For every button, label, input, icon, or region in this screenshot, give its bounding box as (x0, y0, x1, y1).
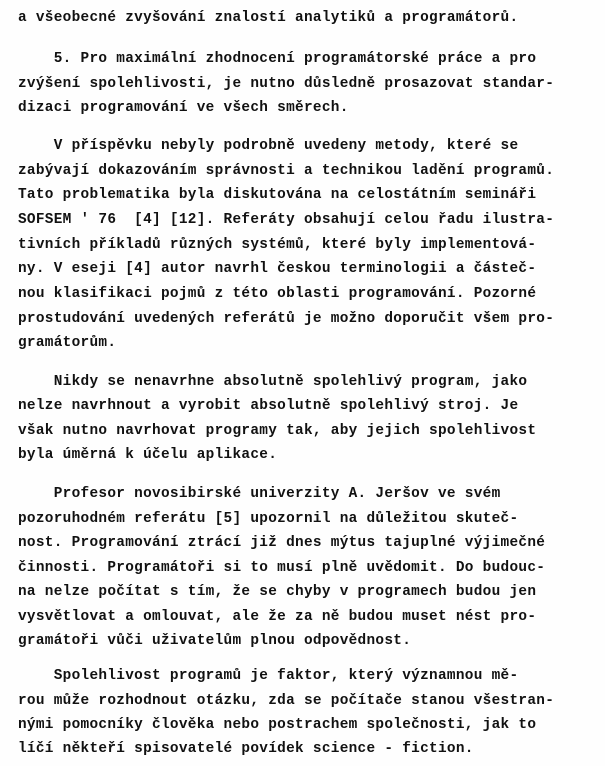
text-line: gramátorům. (18, 335, 117, 351)
text-line: činnosti. Programátoři si to musí plně uvědomit. Do budouc- (18, 560, 546, 576)
text-line: však nutno navrhovat programy tak, aby jejich spolehlivost (18, 423, 537, 439)
text-line: nelze navrhnout a vyrobit absolutně spolehlivý stroj. Je (18, 398, 519, 414)
text-line: Tato problematika byla diskutována na celostátním semináři (18, 187, 537, 203)
text-line: dizaci programování ve všech směrech. (18, 100, 349, 116)
text-line: byla úměrná k účelu aplikace. (18, 447, 278, 463)
text-line: zabývají dokazováním správnosti a technikou ladění programů. (18, 163, 555, 179)
text-line: 5. Pro maximální zhodnocení programátorské práce a pro (18, 51, 537, 67)
text-line: na nelze počítat s tím, že se chyby v programech budou jen (18, 584, 537, 600)
text-line: Spolehlivost programů je faktor, který významnou mě- (18, 668, 519, 684)
text-line: nost. Programování ztrácí již dnes mýtus tajuplné výjimečné (18, 535, 546, 551)
text-line: pozoruhodném referátu [5] upozornil na důležitou skuteč- (18, 511, 519, 527)
text-line: gramátoři vůči uživatelům plnou odpovědnost. (18, 633, 412, 649)
text-line: a všeobecné zvyšování znalostí analytiků a programátorů. (18, 10, 519, 26)
text-line: V příspěvku nebyly podrobně uvedeny metody, které se (18, 138, 519, 154)
text-line: prostudování uvedených referátů je možno doporučit všem pro- (18, 311, 555, 327)
text-line: nými pomocníky člověka nebo postrachem společnosti, jak to (18, 717, 537, 733)
text-line: SOFSEM ' 76 [4] [12]. Referáty obsahují celou řadu ilustra- (18, 212, 555, 228)
text-line: Nikdy se nenavrhne absolutně spolehlivý program, jako (18, 374, 528, 390)
text-line: líčí někteří spisovatelé povídek science - fiction. (18, 741, 474, 757)
text-line: zvýšení spolehlivosti, je nutno důsledně prosazovat standar- (18, 76, 555, 92)
text-line: tivních příkladů různých systémů, které byly implementová- (18, 237, 537, 253)
text-line: Profesor novosibirské univerzity A. Jeršov ve svém (18, 486, 501, 502)
text-line: ny. V eseji [4] autor navrhl českou terminologii a částeč- (18, 261, 537, 277)
text-line: vysvětlovat a omlouvat, ale že za ně budou muset nést pro- (18, 609, 537, 625)
text-line: rou může rozhodnout otázku, zda se počítače stanou všestran- (18, 693, 555, 709)
text-line: nou klasifikaci pojmů z této oblasti programování. Pozorné (18, 286, 537, 302)
